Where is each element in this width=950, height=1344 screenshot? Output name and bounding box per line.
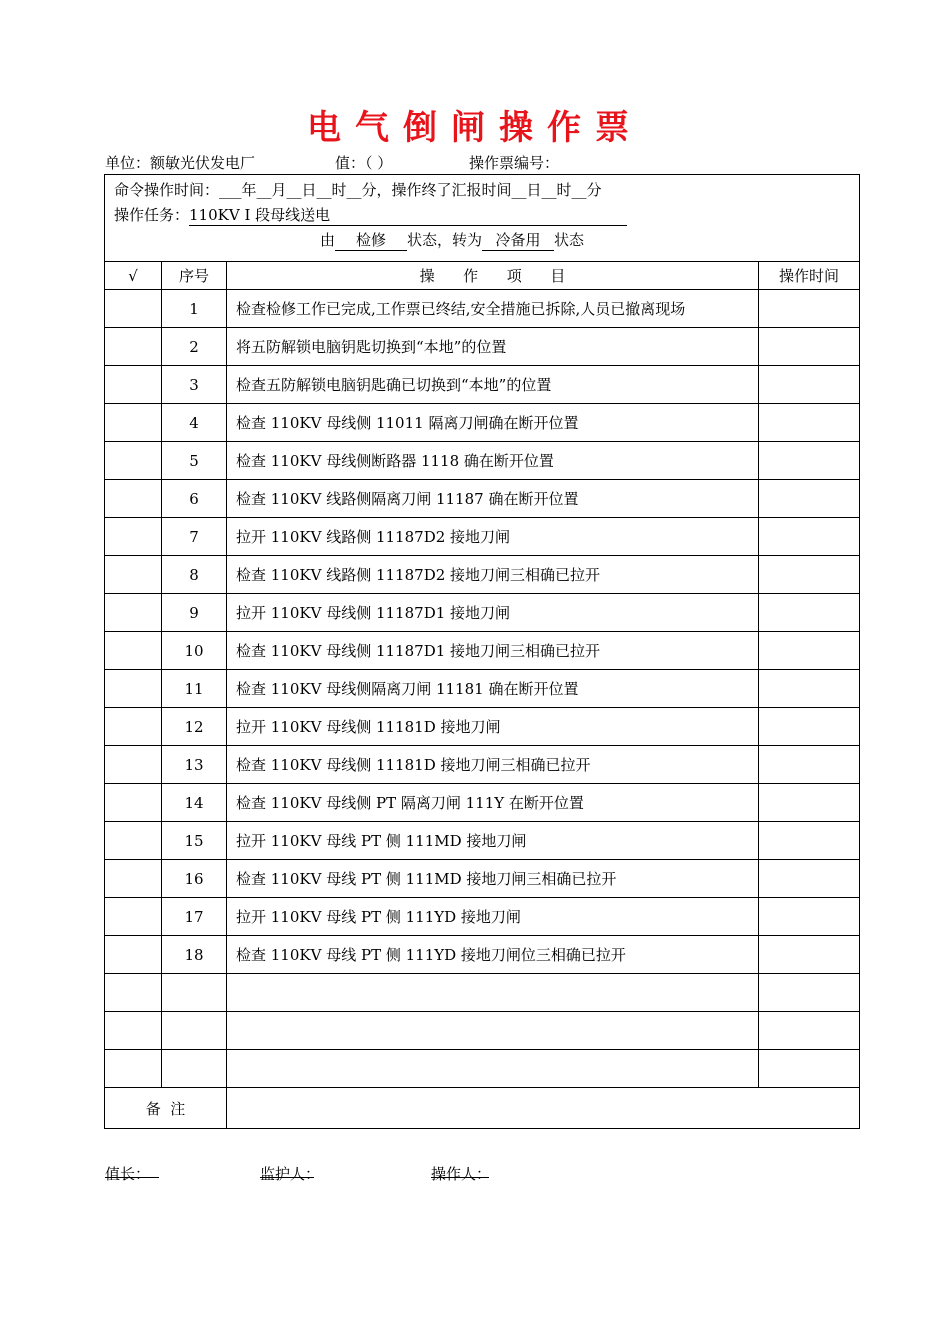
task-value: 110KV I 段母线送电 xyxy=(189,204,627,226)
seq-cell: 16 xyxy=(162,860,227,898)
check-cell[interactable] xyxy=(105,328,162,366)
time-cell[interactable] xyxy=(759,366,860,404)
check-cell[interactable] xyxy=(105,784,162,822)
table-row xyxy=(105,1012,860,1050)
ticket-header xyxy=(105,175,860,262)
time-cell[interactable] xyxy=(759,936,860,974)
check-cell[interactable] xyxy=(105,442,162,480)
time-cell[interactable] xyxy=(759,632,860,670)
check-cell[interactable] xyxy=(105,632,162,670)
seq-cell: 5 xyxy=(162,442,227,480)
command-time: 命令操作时间：___年__月__日__时__分，操作终了汇报时间__日__时__分 xyxy=(114,181,602,199)
time-cell[interactable] xyxy=(759,708,860,746)
item-cell: 检查 110KV 母线侧 PT 隔离刀闸 111Y 在断开位置 xyxy=(227,784,759,822)
seq-cell: 8 xyxy=(162,556,227,594)
seq-cell: 11 xyxy=(162,670,227,708)
check-cell[interactable] xyxy=(105,822,162,860)
item-cell: 拉开 110KV 母线 PT 侧 111YD 接地刀闸 xyxy=(227,898,759,936)
check-cell[interactable] xyxy=(105,366,162,404)
item-cell: 检查 110KV 母线 PT 侧 111MD 接地刀闸三相确已拉开 xyxy=(227,860,759,898)
time-cell[interactable] xyxy=(759,1050,860,1088)
table-row xyxy=(105,632,860,670)
item-cell: 检查五防解锁电脑钥匙确已切换到“本地”的位置 xyxy=(227,366,759,404)
check-cell[interactable] xyxy=(105,480,162,518)
time-cell[interactable] xyxy=(759,518,860,556)
state-line xyxy=(320,229,584,251)
time-cell[interactable] xyxy=(759,746,860,784)
col-time: 操作时间 xyxy=(759,262,860,290)
time-cell[interactable] xyxy=(759,594,860,632)
seq-cell xyxy=(162,974,227,1012)
check-cell[interactable] xyxy=(105,746,162,784)
table-row xyxy=(105,594,860,632)
table-row xyxy=(105,442,860,480)
seq-cell: 17 xyxy=(162,898,227,936)
item-cell: 拉开 110KV 线路侧 11187D2 接地刀闸 xyxy=(227,518,759,556)
seq-cell: 15 xyxy=(162,822,227,860)
supervisor-blank[interactable] xyxy=(260,1163,314,1178)
item-cell: 拉开 110KV 母线 PT 侧 111MD 接地刀闸 xyxy=(227,822,759,860)
table-row xyxy=(105,708,860,746)
seq-cell: 10 xyxy=(162,632,227,670)
shift-leader-blank[interactable] xyxy=(105,1163,159,1178)
check-cell[interactable] xyxy=(105,556,162,594)
time-cell[interactable] xyxy=(759,290,860,328)
task-line xyxy=(114,204,627,226)
check-cell[interactable] xyxy=(105,594,162,632)
table-row xyxy=(105,670,860,708)
table-row xyxy=(105,936,860,974)
check-cell[interactable] xyxy=(105,708,162,746)
seq-cell: 1 xyxy=(162,290,227,328)
item-cell xyxy=(227,1050,759,1088)
seq-cell xyxy=(162,1050,227,1088)
state-to: 冷备用 xyxy=(482,229,554,251)
item-cell: 拉开 110KV 母线侧 11187D1 接地刀闸 xyxy=(227,594,759,632)
table-row xyxy=(105,404,860,442)
item-cell: 检查 110KV 线路侧 11187D2 接地刀闸三相确已拉开 xyxy=(227,556,759,594)
item-cell: 检查检修工作已完成,工作票已终结,安全措施已拆除,人员已撤离现场 xyxy=(227,290,759,328)
col-seq: 序号 xyxy=(162,262,227,290)
operator-label: 操作人： xyxy=(431,1165,492,1183)
time-cell[interactable] xyxy=(759,784,860,822)
item-cell: 将五防解锁电脑钥匙切换到“本地”的位置 xyxy=(227,328,759,366)
seq-cell: 3 xyxy=(162,366,227,404)
shift-label: 值：（ ） xyxy=(335,154,393,172)
item-cell xyxy=(227,974,759,1012)
time-cell[interactable] xyxy=(759,898,860,936)
table-row xyxy=(105,898,860,936)
seq-cell xyxy=(162,1012,227,1050)
table-row xyxy=(105,366,860,404)
item-cell: 检查 110KV 母线 PT 侧 111YD 接地刀闸位三相确已拉开 xyxy=(227,936,759,974)
seq-cell: 18 xyxy=(162,936,227,974)
table-row xyxy=(105,480,860,518)
state-end-label: 状态 xyxy=(554,231,585,249)
remark-row xyxy=(105,1088,860,1129)
item-cell: 检查 110KV 母线侧 11187D1 接地刀闸三相确已拉开 xyxy=(227,632,759,670)
time-cell[interactable] xyxy=(759,404,860,442)
time-cell[interactable] xyxy=(759,480,860,518)
item-cell: 检查 110KV 母线侧隔离刀闸 11181 确在断开位置 xyxy=(227,670,759,708)
check-cell[interactable] xyxy=(105,936,162,974)
seq-cell: 6 xyxy=(162,480,227,518)
seq-cell: 14 xyxy=(162,784,227,822)
table-row xyxy=(105,974,860,1012)
item-cell: 拉开 110KV 母线侧 11181D 接地刀闸 xyxy=(227,708,759,746)
state-mid-label: 状态，转为 xyxy=(407,231,483,249)
check-cell[interactable] xyxy=(105,518,162,556)
table-row xyxy=(105,784,860,822)
table-row xyxy=(105,518,860,556)
time-cell[interactable] xyxy=(759,670,860,708)
table-row xyxy=(105,290,860,328)
shift-leader-label: 值长： xyxy=(105,1165,151,1183)
time-cell[interactable] xyxy=(759,1012,860,1050)
check-cell[interactable] xyxy=(105,974,162,1012)
item-cell xyxy=(227,1012,759,1050)
seq-cell: 9 xyxy=(162,594,227,632)
time-cell[interactable] xyxy=(759,974,860,1012)
check-cell[interactable] xyxy=(105,670,162,708)
seq-cell: 4 xyxy=(162,404,227,442)
state-from: 检修 xyxy=(335,229,407,251)
seq-cell: 12 xyxy=(162,708,227,746)
check-cell[interactable] xyxy=(105,898,162,936)
table-row xyxy=(105,746,860,784)
seq-cell: 7 xyxy=(162,518,227,556)
state-from-label: 由 xyxy=(320,231,336,249)
remark-field[interactable] xyxy=(227,1088,860,1129)
ticket-number-label: 操作票编号： xyxy=(469,154,560,172)
time-cell[interactable] xyxy=(759,328,860,366)
item-cell: 检查 110KV 母线侧 11181D 接地刀闸三相确已拉开 xyxy=(227,746,759,784)
col-check: √ xyxy=(105,262,162,290)
table-row xyxy=(105,328,860,366)
table-row xyxy=(105,556,860,594)
page-title: 电气倒闸操作票 xyxy=(307,108,643,148)
operation-table xyxy=(104,174,860,1129)
seq-cell: 13 xyxy=(162,746,227,784)
table-row xyxy=(105,822,860,860)
col-item: 操 作 项 目 xyxy=(227,262,759,290)
item-cell: 检查 110KV 线路侧隔离刀闸 11187 确在断开位置 xyxy=(227,480,759,518)
item-cell: 检查 110KV 母线侧断路器 1118 确在断开位置 xyxy=(227,442,759,480)
unit-label: 单位：额敏光伏发电厂 xyxy=(105,154,256,172)
item-cell: 检查 110KV 母线侧 11011 隔离刀闸确在断开位置 xyxy=(227,404,759,442)
table-row xyxy=(105,1050,860,1088)
check-cell[interactable] xyxy=(105,1050,162,1088)
check-cell[interactable] xyxy=(105,290,162,328)
time-cell[interactable] xyxy=(759,556,860,594)
time-cell[interactable] xyxy=(759,442,860,480)
time-cell[interactable] xyxy=(759,860,860,898)
table-row xyxy=(105,860,860,898)
seq-cell: 2 xyxy=(162,328,227,366)
check-cell[interactable] xyxy=(105,860,162,898)
remark-label: 备 注 xyxy=(105,1088,227,1129)
task-label: 操作任务： xyxy=(114,206,190,224)
supervisor-label: 监护人： xyxy=(260,1165,321,1183)
check-cell[interactable] xyxy=(105,404,162,442)
check-cell[interactable] xyxy=(105,1012,162,1050)
column-header-row xyxy=(105,262,860,290)
time-cell[interactable] xyxy=(759,822,860,860)
operator-blank[interactable] xyxy=(431,1163,489,1178)
